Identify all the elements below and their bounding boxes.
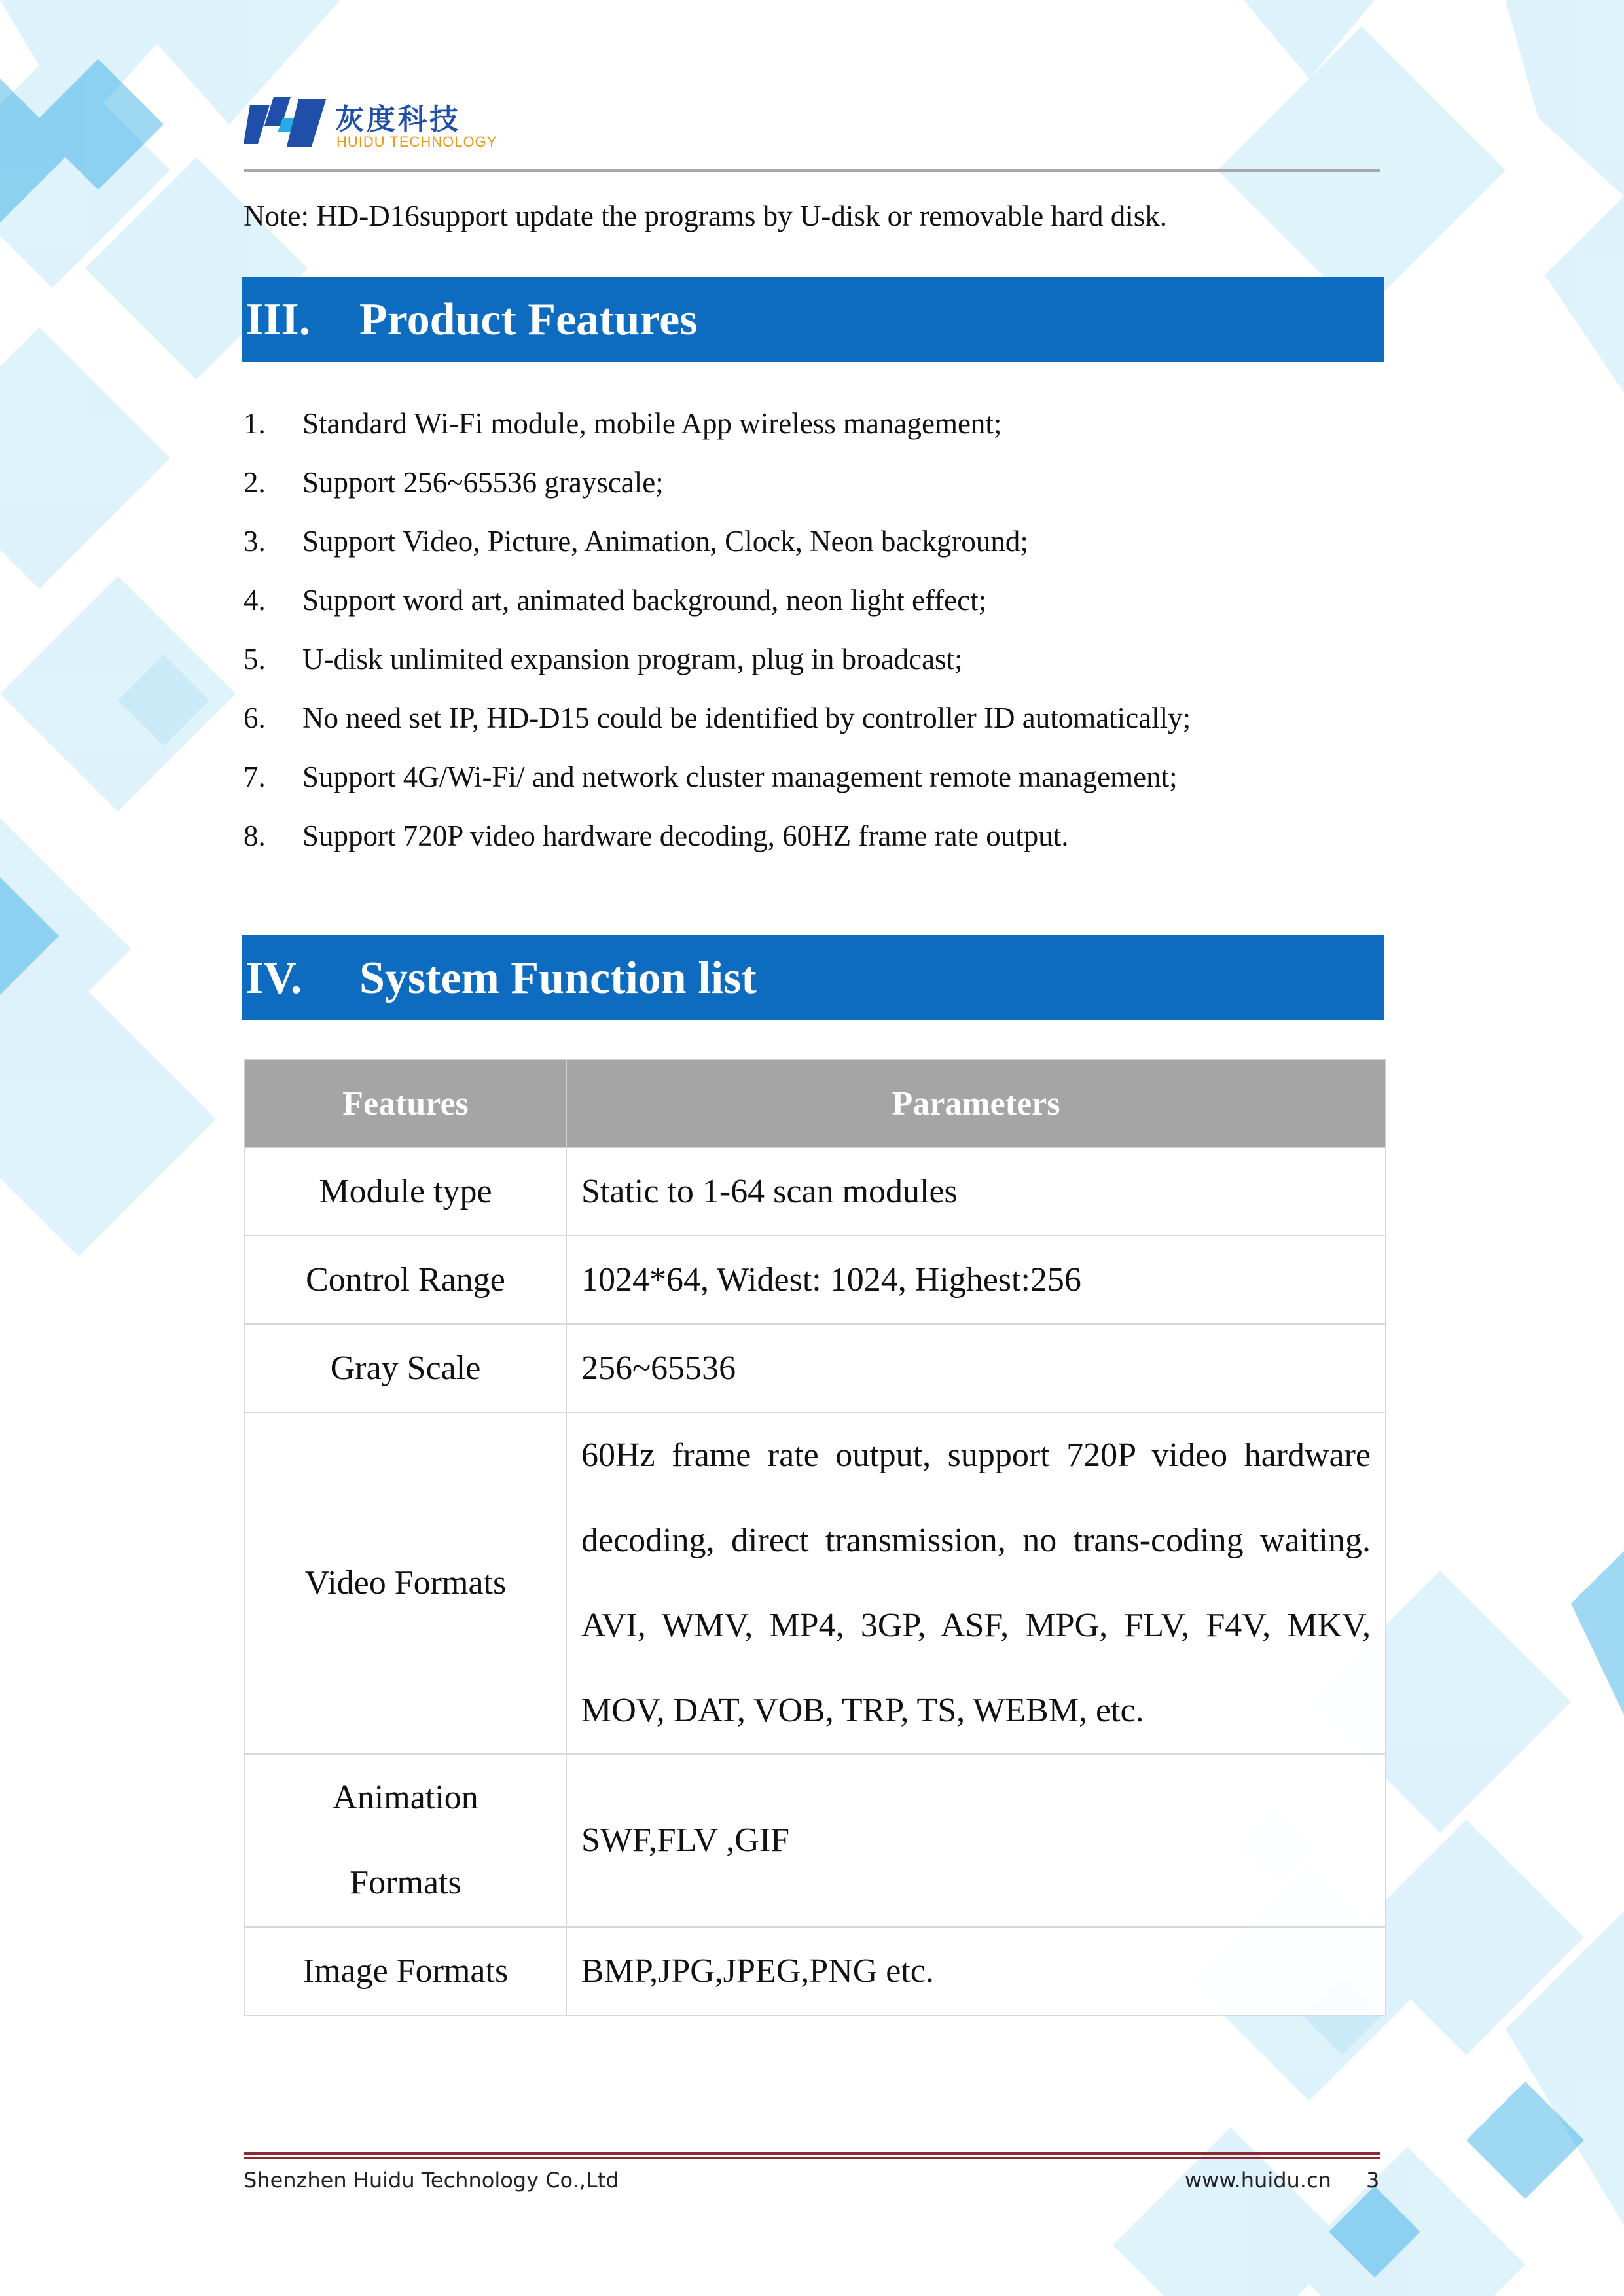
table-row bbox=[245, 1236, 1386, 1324]
section-heading-product-features bbox=[242, 277, 1384, 362]
table-row bbox=[245, 1324, 1386, 1412]
feature-cell: Gray Scale bbox=[245, 1324, 566, 1412]
column-header-features: Features bbox=[245, 1060, 566, 1147]
item-text: No need set IP, HD-D15 could be identified by controller ID automatically; bbox=[302, 702, 1191, 734]
table-row bbox=[245, 1147, 1386, 1236]
item-number: 8. bbox=[244, 819, 266, 852]
table-row bbox=[245, 1927, 1386, 2015]
logo-english-text: HUIDU TECHNOLOGY bbox=[336, 134, 497, 150]
section-heading-system-function-list bbox=[242, 935, 1384, 1020]
feature-cell: Module type bbox=[245, 1147, 566, 1236]
feature-cell: Animation Formats bbox=[333, 1779, 478, 1901]
footer-divider-thin bbox=[244, 2157, 1380, 2159]
header-divider bbox=[244, 169, 1380, 172]
item-text: Support 256~65536 grayscale; bbox=[302, 466, 664, 499]
table-header-row bbox=[245, 1060, 1386, 1147]
parameter-cell: Static to 1-64 scan modules bbox=[566, 1147, 1386, 1236]
section-number: IV. bbox=[245, 953, 302, 1003]
feature-cell: Control Range bbox=[245, 1236, 566, 1324]
parameter-cell: 1024*64, Widest: 1024, Highest:256 bbox=[566, 1236, 1386, 1324]
footer-divider bbox=[244, 2152, 1380, 2155]
item-text: Support word art, animated background, neon light effect; bbox=[302, 584, 987, 617]
function-table bbox=[244, 1059, 1386, 2016]
item-text: Support 4G/Wi-Fi/ and network cluster management remote management; bbox=[302, 761, 1178, 793]
feature-cell: Image Formats bbox=[245, 1927, 566, 2015]
item-number: 5. bbox=[244, 643, 266, 675]
parameter-cell: 256~65536 bbox=[566, 1324, 1386, 1412]
item-number: 4. bbox=[244, 584, 266, 617]
footer-company: Shenzhen Huidu Technology Co.,Ltd bbox=[244, 2168, 619, 2193]
item-text: Support Video, Picture, Animation, Clock, Neon background; bbox=[302, 525, 1028, 558]
section-title: System Function list bbox=[359, 953, 757, 1003]
item-number: 6. bbox=[244, 702, 266, 734]
footer-website: www.huidu.cn bbox=[1185, 2168, 1331, 2193]
note-text: Note: HD-D16support update the programs by U-disk or removable hard disk. bbox=[244, 200, 1167, 232]
section-title: Product Features bbox=[359, 295, 698, 345]
huidu-logo bbox=[244, 92, 518, 157]
item-number: 3. bbox=[244, 525, 266, 558]
logo-chinese-text: 灰度科技 bbox=[335, 103, 461, 136]
parameter-cell: 60Hz frame rate output, support 720P video hardware decoding, direct transmission, no trans-coding waiting. AVI, WMV, MP4, 3GP, ASF, MPG, FLV, F4V, MKV, MOV, DAT, VOB, TRP, TS, WEBM, etc. bbox=[566, 1412, 1386, 1754]
table-row bbox=[245, 1412, 1386, 1754]
page-number: 3 bbox=[1366, 2168, 1380, 2193]
feature-cell: Video Formats bbox=[245, 1412, 566, 1754]
item-number: 7. bbox=[244, 761, 266, 793]
item-number: 1. bbox=[244, 407, 266, 440]
item-text: Support 720P video hardware decoding, 60HZ frame rate output. bbox=[302, 819, 1069, 852]
item-text: U-disk unlimited expansion program, plug in broadcast; bbox=[302, 643, 963, 675]
table-row bbox=[245, 1754, 1386, 1927]
parameter-cell: BMP,JPG,JPEG,PNG etc. bbox=[566, 1927, 1386, 2015]
parameter-cell: SWF,FLV ,GIF bbox=[566, 1754, 1386, 1927]
feature-cell-wrap bbox=[245, 1754, 566, 1927]
section-number: III. bbox=[245, 295, 311, 345]
column-header-parameters: Parameters bbox=[566, 1060, 1386, 1147]
logo-mark-icon bbox=[244, 92, 329, 151]
item-text: Standard Wi-Fi module, mobile App wireless management; bbox=[302, 407, 1002, 440]
item-number: 2. bbox=[244, 466, 266, 499]
